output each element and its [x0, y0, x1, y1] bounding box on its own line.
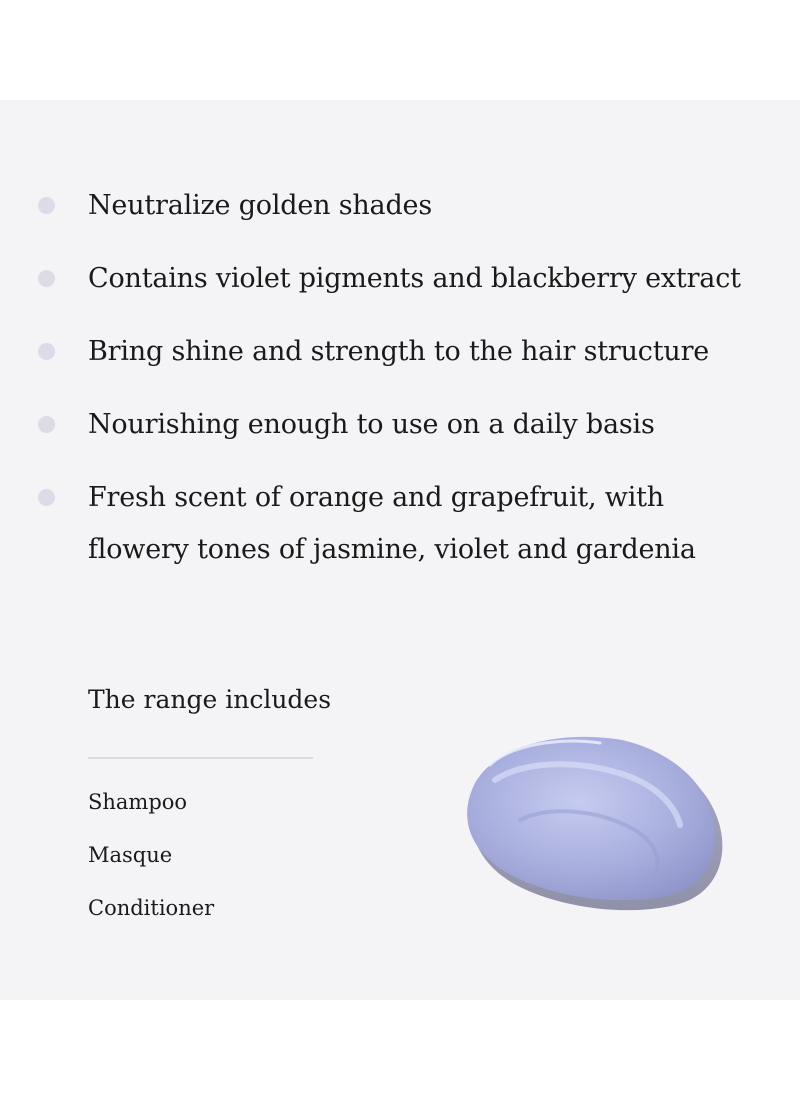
range-title: The range includes	[88, 685, 332, 714]
feature-item	[88, 326, 748, 378]
range-divider	[88, 757, 313, 759]
feature-text: Nourishing enough to use on a daily basis	[88, 409, 655, 440]
bullet-dot-icon	[38, 343, 55, 360]
range-item-masque: Masque	[88, 843, 173, 867]
feature-text: Neutralize golden shades	[88, 190, 432, 221]
bullet-dot-icon	[38, 270, 55, 287]
feature-text: Bring shine and strength to the hair structure	[88, 336, 710, 367]
feature-item	[88, 472, 748, 576]
feature-item	[88, 180, 748, 232]
bullet-dot-icon	[38, 489, 55, 506]
range-item-shampoo: Shampoo	[88, 790, 188, 814]
product-benefits-panel	[0, 100, 800, 1000]
cream-swatch-icon	[450, 725, 735, 915]
feature-item	[88, 253, 748, 305]
bullet-dot-icon	[38, 197, 55, 214]
bullet-dot-icon	[38, 416, 55, 433]
range-item-conditioner: Conditioner	[88, 896, 215, 920]
feature-text: Fresh scent of orange and grapefruit, with flowery tones of jasmine, violet and gardenia	[88, 482, 696, 565]
feature-text: Contains violet pigments and blackberry extract	[88, 263, 741, 294]
feature-item	[88, 399, 748, 451]
